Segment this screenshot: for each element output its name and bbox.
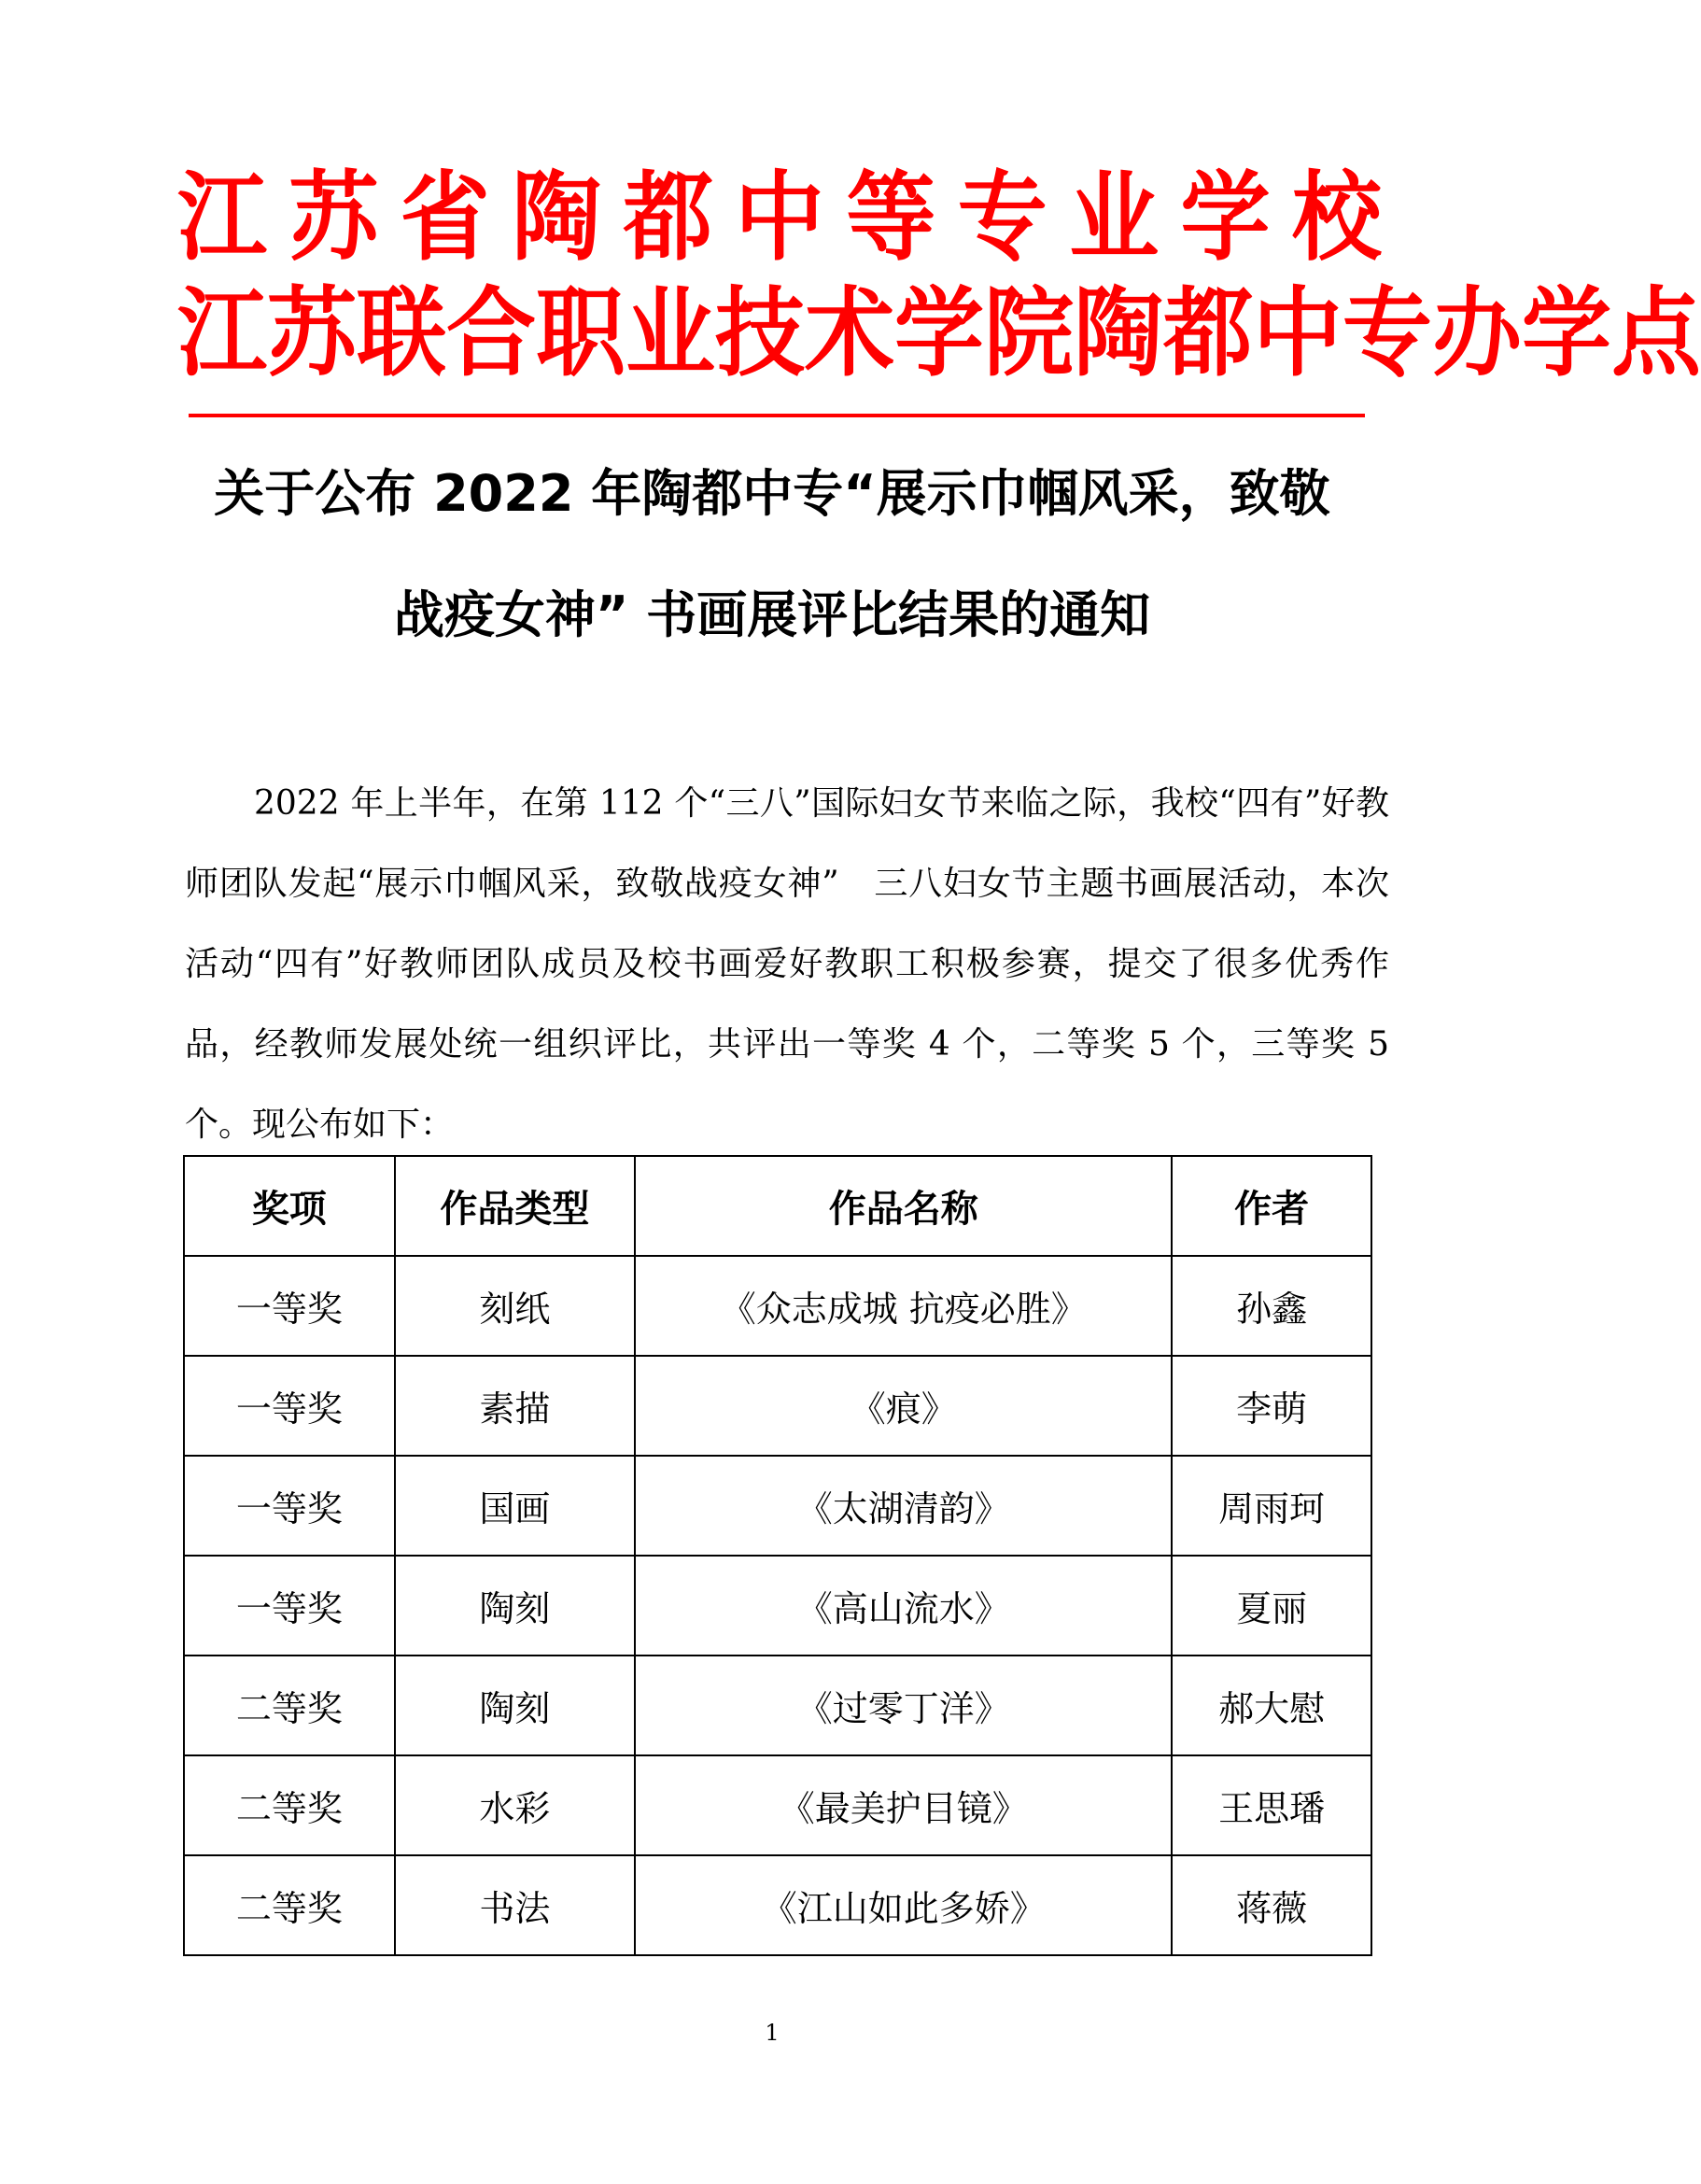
work-type-cell: 水彩 bbox=[395, 1755, 636, 1855]
letterhead-char: 办 bbox=[1432, 275, 1522, 390]
table-row bbox=[184, 1456, 1371, 1556]
letterhead-char: 中 bbox=[1253, 275, 1343, 390]
letterhead-char: 陶 bbox=[512, 160, 602, 275]
letterhead-char: 合 bbox=[446, 275, 536, 390]
work-type-cell: 书法 bbox=[395, 1855, 636, 1955]
letterhead-char: 校 bbox=[1291, 160, 1382, 275]
work-title-cell: 《众志成城 抗疫必胜》 bbox=[635, 1256, 1172, 1356]
author-cell: 蒋薇 bbox=[1172, 1855, 1371, 1955]
letterhead-char: 学 bbox=[1180, 160, 1271, 275]
notice-body bbox=[185, 764, 1389, 1165]
table-row bbox=[184, 1256, 1371, 1356]
award-cell: 一等奖 bbox=[184, 1256, 395, 1356]
letterhead-line-2 bbox=[177, 275, 1701, 390]
letterhead-char: 等 bbox=[846, 160, 936, 275]
page-number: 1 bbox=[765, 2020, 780, 2046]
award-cell: 一等奖 bbox=[184, 1356, 395, 1456]
award-cell: 一等奖 bbox=[184, 1556, 395, 1656]
letterhead-char: 学 bbox=[1522, 275, 1611, 390]
work-type-cell: 陶刻 bbox=[395, 1656, 636, 1755]
notice-title-line-2: 战疫女神” 书画展评比结果的通知 bbox=[393, 585, 1151, 644]
work-title-cell: 《过零丁洋》 bbox=[635, 1656, 1172, 1755]
work-type-cell: 国画 bbox=[395, 1456, 636, 1556]
award-cell: 二等奖 bbox=[184, 1755, 395, 1855]
award-cell: 二等奖 bbox=[184, 1855, 395, 1955]
letterhead-char: 专 bbox=[957, 160, 1047, 275]
letterhead-char: 都 bbox=[1163, 275, 1253, 390]
letterhead-divider bbox=[189, 414, 1365, 417]
letterhead-char: 业 bbox=[1069, 160, 1160, 275]
work-title-cell: 《高山流水》 bbox=[635, 1556, 1172, 1656]
letterhead-char: 省 bbox=[400, 160, 490, 275]
letterhead-char: 都 bbox=[623, 160, 713, 275]
header-award: 奖项 bbox=[184, 1156, 395, 1256]
table-row bbox=[184, 1855, 1371, 1955]
letterhead-char: 江 bbox=[177, 275, 267, 390]
letterhead-char: 中 bbox=[734, 160, 824, 275]
author-cell: 周雨珂 bbox=[1172, 1456, 1371, 1556]
letterhead-char: 苏 bbox=[288, 160, 379, 275]
table-row bbox=[184, 1656, 1371, 1755]
body-paragraph: 2022 年上半年，在第 112 个“三八”国际妇女节来临之际，我校“四有”好教师团队发起“展示巾帼风采，致敬战疫女神” 三八妇女节主题书画展活动，本次活动“四有”好教师团队成员及校书画爱好教职工积极参赛，提交了很多优秀作品，经教师发展处统一组织评比，共评出一等奖 4 个，二等奖 5 个，三等奖 5 个。现公布如下： bbox=[185, 784, 1389, 1144]
letterhead-char: 技 bbox=[715, 275, 805, 390]
letterhead-char: 专 bbox=[1343, 275, 1432, 390]
letterhead-line-1 bbox=[177, 160, 1382, 275]
work-type-cell: 素描 bbox=[395, 1356, 636, 1456]
work-title-cell: 《痕》 bbox=[635, 1356, 1172, 1456]
table-header-row bbox=[184, 1156, 1371, 1256]
header-work-title: 作品名称 bbox=[635, 1156, 1172, 1256]
letterhead-char: 学 bbox=[894, 275, 984, 390]
table-row bbox=[184, 1556, 1371, 1656]
letterhead-char: 业 bbox=[626, 275, 715, 390]
award-cell: 一等奖 bbox=[184, 1456, 395, 1556]
work-type-cell: 陶刻 bbox=[395, 1556, 636, 1656]
work-type-cell: 刻纸 bbox=[395, 1256, 636, 1356]
letterhead-char: 苏 bbox=[267, 275, 357, 390]
notice-title-line-1: 关于公布 2022 年陶都中专“展示巾帼风采，致敬 bbox=[214, 464, 1330, 523]
award-cell: 二等奖 bbox=[184, 1656, 395, 1755]
letterhead-char: 术 bbox=[805, 275, 894, 390]
letterhead-char: 职 bbox=[536, 275, 626, 390]
letterhead-char: 联 bbox=[357, 275, 446, 390]
work-title-cell: 《最美护目镜》 bbox=[635, 1755, 1172, 1855]
table-row bbox=[184, 1356, 1371, 1456]
letterhead-char: 江 bbox=[177, 160, 267, 275]
letterhead-char: 陶 bbox=[1074, 275, 1163, 390]
author-cell: 夏丽 bbox=[1172, 1556, 1371, 1656]
author-cell: 李萌 bbox=[1172, 1356, 1371, 1456]
table-row bbox=[184, 1755, 1371, 1855]
header-author: 作者 bbox=[1172, 1156, 1371, 1256]
letterhead-char: 点 bbox=[1611, 275, 1701, 390]
work-title-cell: 《江山如此多娇》 bbox=[635, 1855, 1172, 1955]
work-title-cell: 《太湖清韵》 bbox=[635, 1456, 1172, 1556]
author-cell: 王思璠 bbox=[1172, 1755, 1371, 1855]
author-cell: 孙鑫 bbox=[1172, 1256, 1371, 1356]
header-work-type: 作品类型 bbox=[395, 1156, 636, 1256]
letterhead-char: 院 bbox=[984, 275, 1074, 390]
author-cell: 郝大慰 bbox=[1172, 1656, 1371, 1755]
results-table bbox=[183, 1155, 1372, 1956]
